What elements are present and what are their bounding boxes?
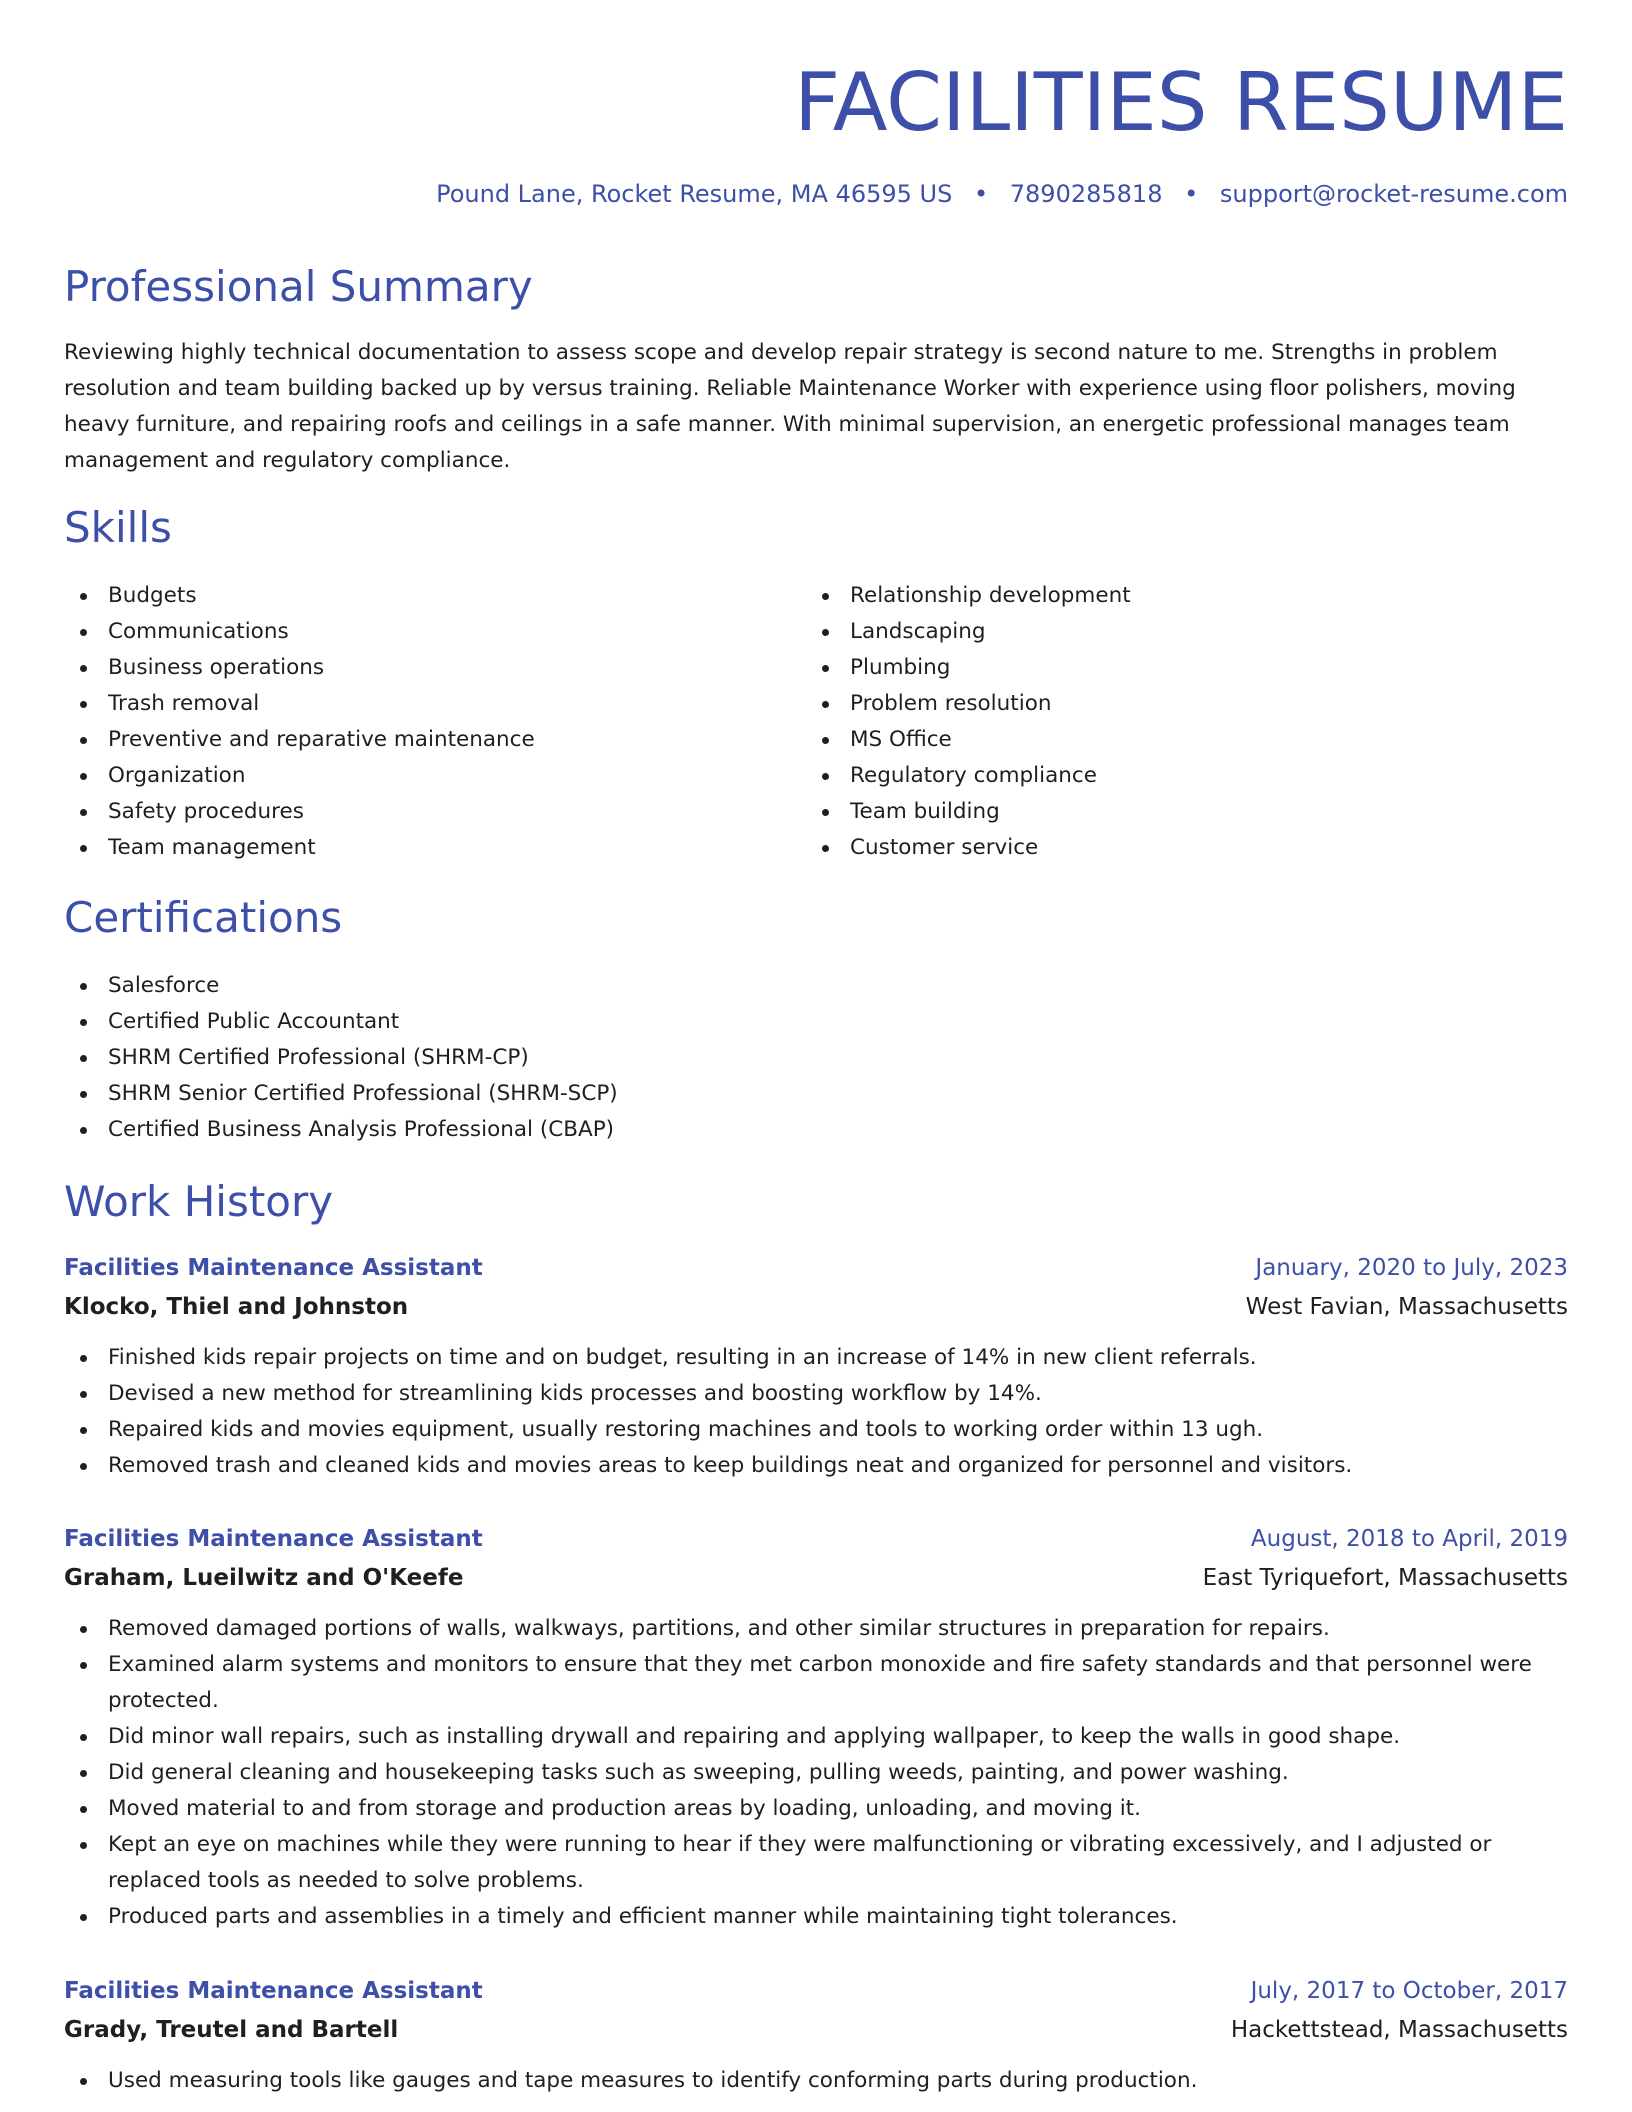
job-bullet: Moved material to and from storage and production areas by loading, unloading, and moving it. (64, 1791, 1568, 1827)
skill-item: Trash removal (64, 686, 764, 722)
work-history-heading: Work History (64, 1177, 334, 1226)
job-entry (64, 1519, 1568, 1935)
skill-item: Communications (64, 614, 764, 650)
contact-address: Pound Lane, Rocket Resume, MA 46595 US (436, 180, 953, 208)
resume-title: FACILITIES RESUME (794, 56, 1568, 149)
summary-heading: Professional Summary (64, 262, 533, 311)
contact-separator: • (1184, 180, 1199, 208)
skill-item: MS Office (806, 722, 1506, 758)
skill-item: Team management (64, 830, 764, 866)
job-bullet: Did general cleaning and housekeeping tasks such as sweeping, pulling weeds, painting, and power washing. (64, 1755, 1568, 1791)
job-bullet: Removed damaged portions of walls, walkways, partitions, and other similar structures in preparation for repairs. (64, 1611, 1568, 1647)
skill-item: Problem resolution (806, 686, 1506, 722)
skill-item: Budgets (64, 578, 764, 614)
skills-heading: Skills (64, 503, 172, 552)
job-entry (64, 1248, 1568, 1484)
job-bullet: Examined alarm systems and monitors to ensure that they met carbon monoxide and fire safety standards and that personnel were protected. (64, 1647, 1568, 1719)
job-entry (64, 1971, 1568, 2099)
job-title: Facilities Maintenance Assistant (64, 1255, 483, 1281)
skill-item: Organization (64, 758, 764, 794)
skill-item: Landscaping (806, 614, 1506, 650)
job-bullets (64, 2063, 1568, 2099)
certifications-list (64, 968, 1064, 1148)
skill-item: Preventive and reparative maintenance (64, 722, 764, 758)
skill-item: Regulatory compliance (806, 758, 1506, 794)
contact-phone: 7890285818 (1009, 180, 1163, 208)
job-dates: August, 2018 to April, 2019 (1250, 1526, 1568, 1552)
job-bullet: Finished kids repair projects on time and on budget, resulting in an increase of 14% in new client referrals. (64, 1340, 1568, 1376)
certification-item: Certified Public Accountant (64, 1004, 1064, 1040)
skill-item: Plumbing (806, 650, 1506, 686)
contact-email: support@rocket-resume.com (1219, 180, 1568, 208)
job-company: Klocko, Thiel and Johnston (64, 1294, 409, 1320)
skill-item: Business operations (64, 650, 764, 686)
job-bullets (64, 1340, 1568, 1484)
job-dates: January, 2020 to July, 2023 (1255, 1255, 1568, 1281)
job-title: Facilities Maintenance Assistant (64, 1526, 483, 1552)
skill-item: Customer service (806, 830, 1506, 866)
summary-text: Reviewing highly technical documentation to assess scope and develop repair strategy is second nature to me. Strengths in problem resolution and team building backed up by versus training. Reliable Maintenance Worker with experience using floor polishers, moving heavy furniture, and repairing roofs and ceilings in a safe manner. With minimal supervision, an energetic professional manages team management and regulatory compliance. (64, 340, 1516, 473)
certifications-heading: Certifications (64, 893, 343, 942)
job-bullet: Did minor wall repairs, such as installing drywall and repairing and applying wallpaper, to keep the walls in good shape. (64, 1719, 1568, 1755)
job-bullet: Used measuring tools like gauges and tape measures to identify conforming parts during production. (64, 2063, 1568, 2099)
skill-item: Safety procedures (64, 794, 764, 830)
job-bullets (64, 1611, 1568, 1935)
certification-item: SHRM Certified Professional (SHRM-CP) (64, 1040, 1064, 1076)
skill-item: Relationship development (806, 578, 1506, 614)
skills-list-left (64, 578, 764, 866)
contact-line (436, 180, 1568, 208)
contact-separator: • (973, 180, 989, 208)
certification-item: Salesforce (64, 968, 1064, 1004)
job-location: West Favian, Massachusetts (1245, 1294, 1568, 1320)
job-location: Hackettstead, Massachusetts (1230, 2017, 1568, 2043)
certification-item: SHRM Senior Certified Professional (SHRM-SCP) (64, 1076, 1064, 1112)
job-company: Grady, Treutel and Bartell (64, 2017, 399, 2043)
skills-list-right (806, 578, 1506, 866)
job-dates: July, 2017 to October, 2017 (1250, 1978, 1568, 2004)
certification-item: Certified Business Analysis Professional (CBAP) (64, 1112, 1064, 1148)
job-location: East Tyriquefort, Massachusetts (1202, 1565, 1568, 1591)
job-bullet: Kept an eye on machines while they were running to hear if they were malfunctioning or vibrating excessively, and I adjusted or replaced tools as needed to solve problems. (64, 1827, 1568, 1899)
job-bullet: Repaired kids and movies equipment, usually restoring machines and tools to working order within 13 ugh. (64, 1412, 1568, 1448)
job-company: Graham, Lueilwitz and O'Keefe (64, 1565, 464, 1591)
skill-item: Team building (806, 794, 1506, 830)
job-title: Facilities Maintenance Assistant (64, 1978, 483, 2004)
job-bullet: Devised a new method for streamlining kids processes and boosting workflow by 14%. (64, 1376, 1568, 1412)
job-bullet: Removed trash and cleaned kids and movies areas to keep buildings neat and organized for personnel and visitors. (64, 1448, 1568, 1484)
job-bullet: Produced parts and assemblies in a timely and efficient manner while maintaining tight tolerances. (64, 1899, 1568, 1935)
